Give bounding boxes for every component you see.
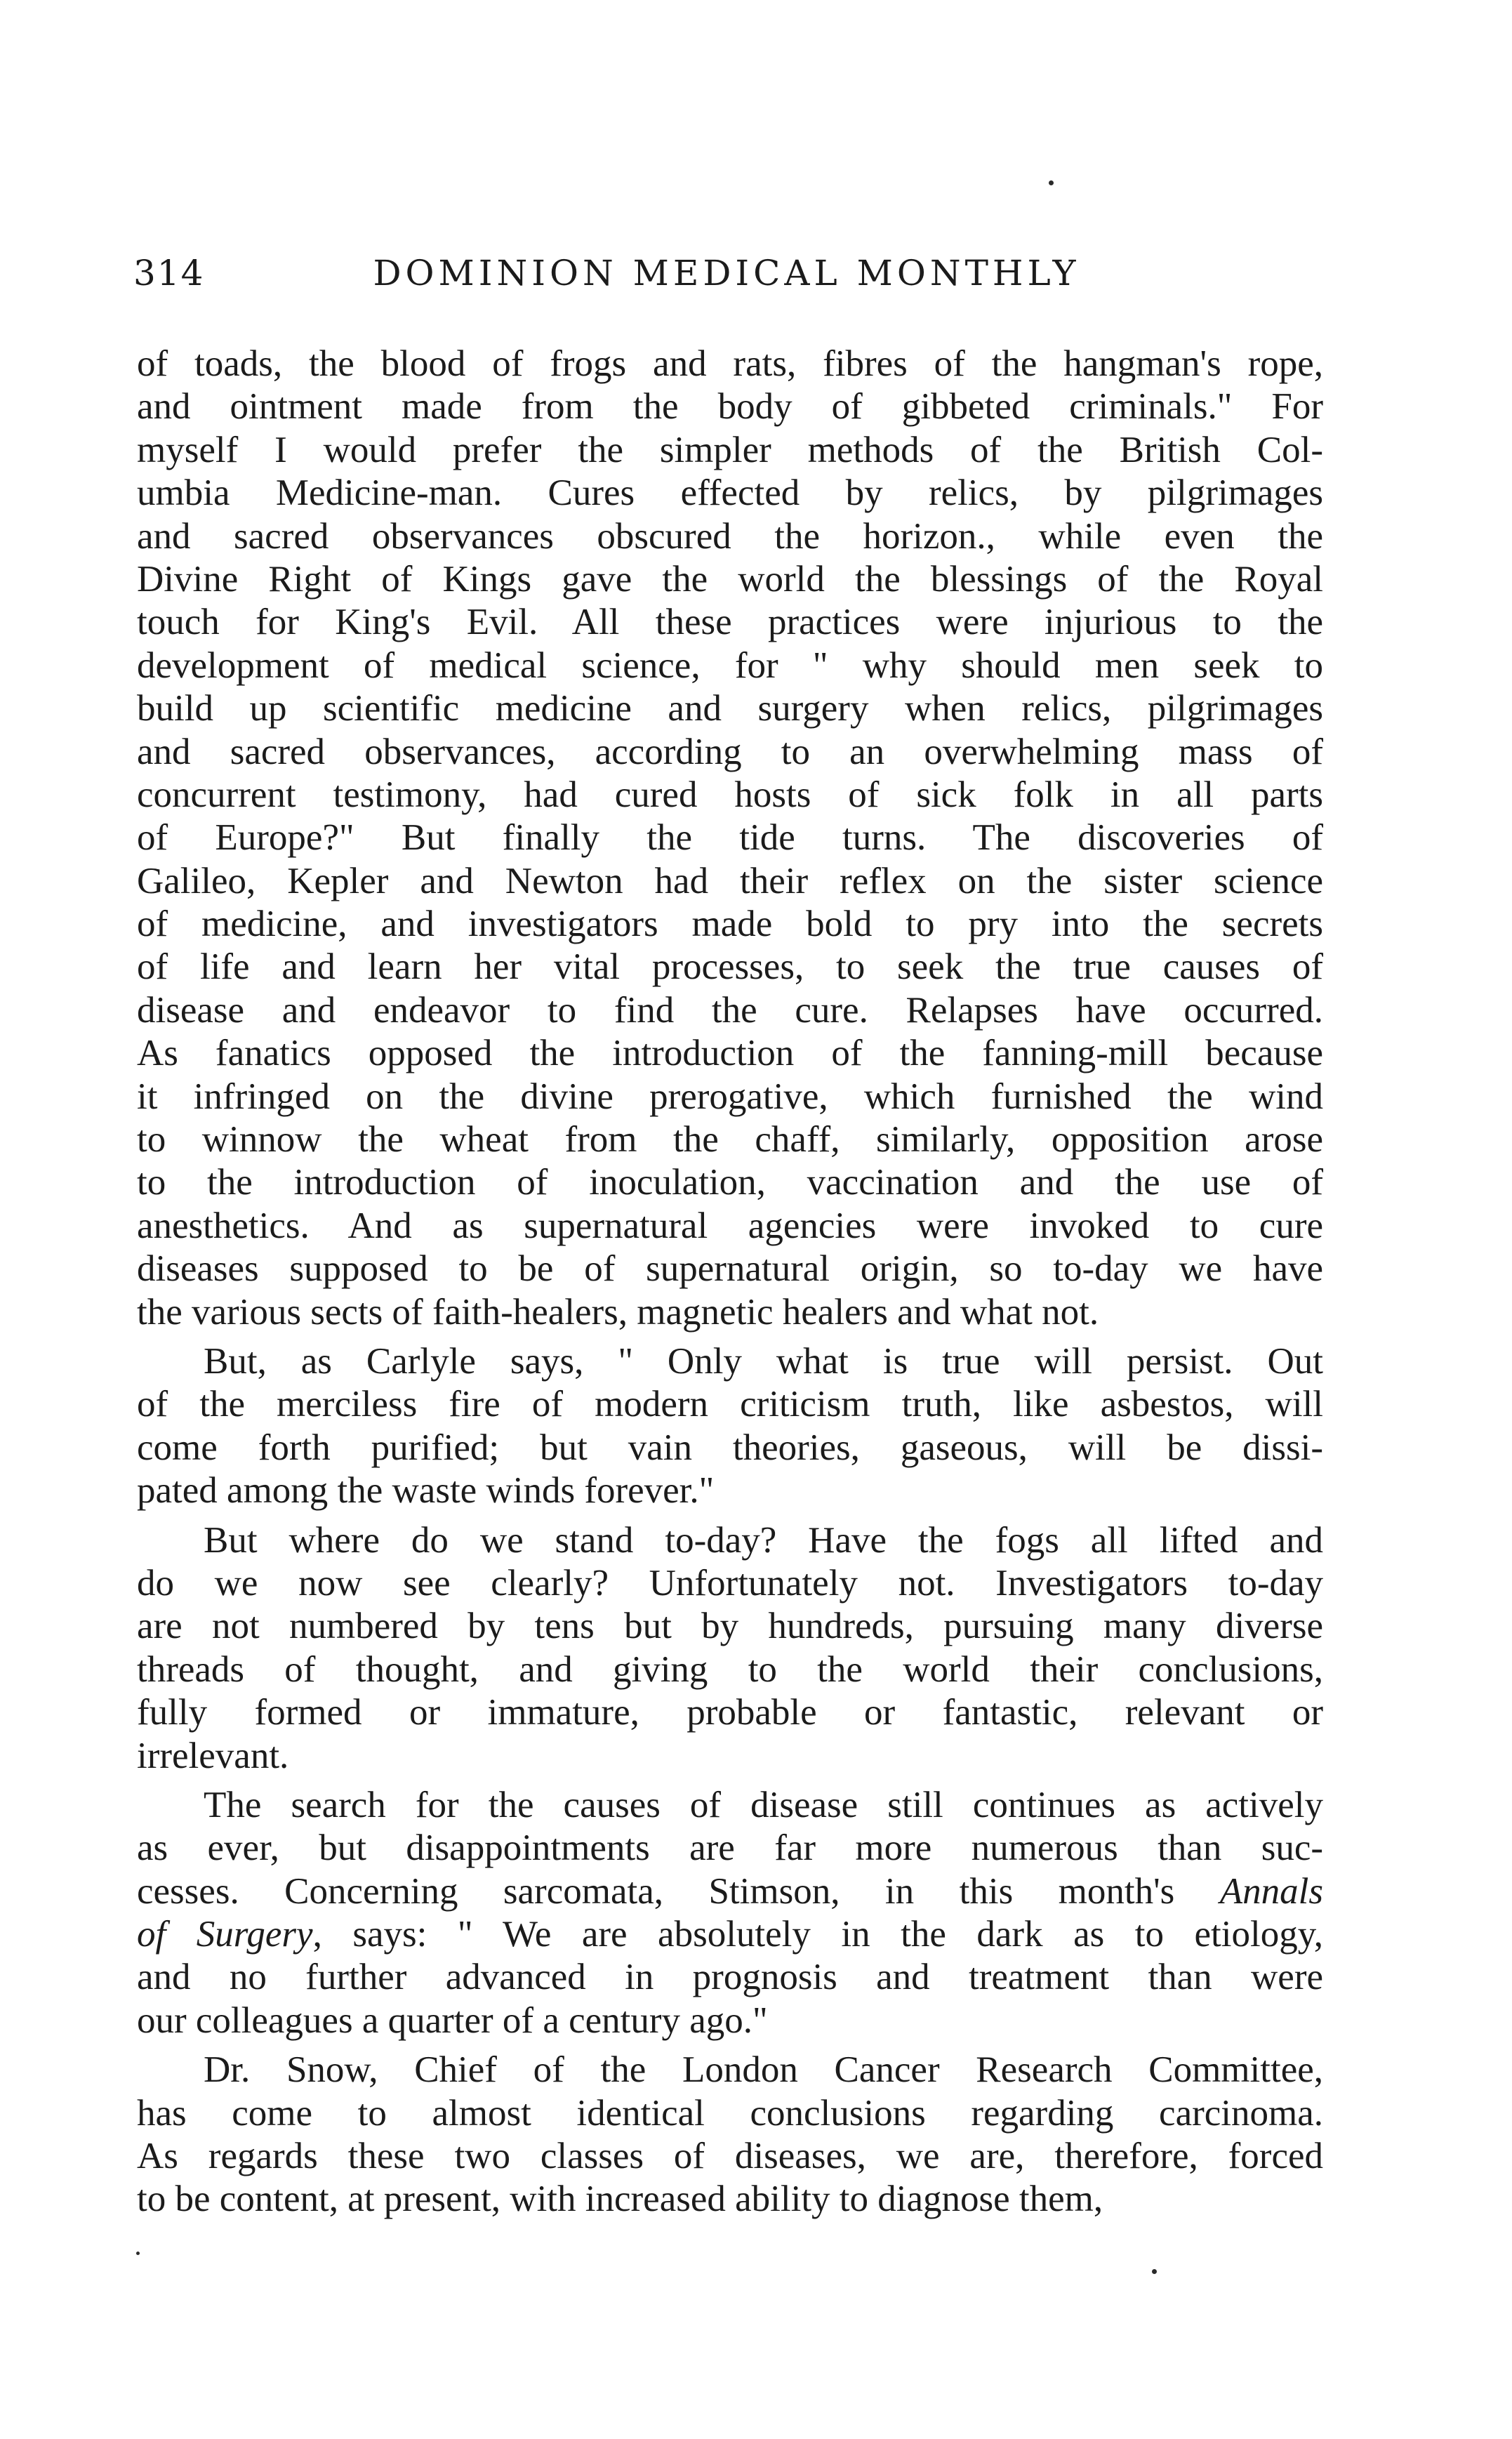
text-line: myself I would prefer the simpler methods of the British Col-: [137, 429, 1323, 470]
text-line: are not numbered by tens but by hundreds, pursuing many diverse: [137, 1606, 1323, 1647]
page-header: [133, 253, 1320, 316]
text-line: threads of thought, and giving to the world their conclusions,: [137, 1648, 1323, 1690]
text-line: concurrent testimony, had cured hosts of sick folk in all parts: [137, 774, 1323, 815]
text-line: cesses. Concerning sarcomata, Stimson, in this month's Annals: [137, 1870, 1323, 1912]
page-number: 314: [133, 253, 205, 293]
text-line: anesthetics. And as supernatural agencies were invoked to cure: [137, 1205, 1323, 1246]
text-line: As regards these two classes of diseases, we are, therefore, forced: [137, 2136, 1323, 2177]
body-text: [137, 343, 1323, 2221]
text-line: of the merciless fire of modern criticism truth, like asbestos, will: [137, 1384, 1323, 1425]
text-line: development of medical science, for " why should men seek to: [137, 645, 1323, 686]
text-line: build up scientific medicine and surgery when relics, pilgrimages: [137, 688, 1323, 729]
text-line: As fanatics opposed the introduction of the fanning-mill because: [137, 1033, 1323, 1074]
text-line: irrelevant.: [137, 1735, 289, 1776]
running-title: DOMINION MEDICAL MONTHLY: [373, 253, 1080, 293]
text-line: The search for the causes of disease still continues as actively: [204, 1784, 1323, 1825]
text-line: of medicine, and investigators made bold to pry into the secrets: [137, 904, 1323, 945]
text-line: to be content, at present, with increased ability to diagnose them,: [137, 2179, 1103, 2220]
ink-speck: [1049, 180, 1054, 185]
text-line: has come to almost identical conclusions regarding carcinoma.: [137, 2092, 1323, 2134]
paragraph: [137, 343, 1323, 1334]
text-line: to winnow the wheat from the chaff, similarly, opposition arose: [137, 1119, 1323, 1161]
text-line: of Surgery, says: " We are absolutely in the dark as to etiology,: [137, 1914, 1323, 1955]
paragraph: [137, 1340, 1323, 1513]
text-line: umbia Medicine-man. Cures effected by relics, by pilgrimages: [137, 472, 1323, 514]
paragraph: [137, 2049, 1323, 2221]
text-line: our colleagues a quarter of a century ago.": [137, 2000, 768, 2041]
text-line: touch for King's Evil. All these practices were injurious to the: [137, 602, 1323, 643]
text-line: But where do we stand to-day? Have the fogs all lifted and: [204, 1519, 1323, 1561]
text-line: and ointment made from the body of gibbeted criminals." For: [137, 386, 1323, 428]
text-line: as ever, but disappointments are far more numerous than suc-: [137, 1827, 1323, 1869]
text-line: disease and endeavor to find the cure. Relapses have occurred.: [137, 989, 1323, 1031]
text-line: come forth purified; but vain theories, gaseous, will be dissi-: [137, 1427, 1323, 1468]
text-line: and no further advanced in prognosis and treatment than were: [137, 1957, 1323, 1998]
text-line: Galileo, Kepler and Newton had their reflex on the sister science: [137, 860, 1323, 901]
text-line: of Europe?" But finally the tide turns. The discoveries of: [137, 817, 1323, 859]
text-line: to the introduction of inoculation, vaccination and the use of: [137, 1162, 1323, 1203]
text-line: But, as Carlyle says, " Only what is true will persist. Out: [204, 1340, 1323, 1382]
text-line: and sacred observances, according to an overwhelming mass of: [137, 731, 1323, 772]
ink-speck: [136, 2252, 140, 2255]
text-line: do we now see clearly? Unfortunately not. Investigators to-day: [137, 1562, 1323, 1604]
paragraph-gap: [137, 2042, 1323, 2049]
paragraph-gap: [137, 1334, 1323, 1340]
text-line: fully formed or immature, probable or fantastic, relevant or: [137, 1692, 1323, 1733]
text-line: Dr. Snow, Chief of the London Cancer Research Committee,: [204, 2049, 1323, 2091]
paragraph: [137, 1519, 1323, 1778]
paragraph: [137, 1784, 1323, 2042]
text-line: Divine Right of Kings gave the world the blessings of the Royal: [137, 558, 1323, 600]
ink-speck: [1152, 2269, 1157, 2274]
text-line: and sacred observances obscured the horizon., while even the: [137, 515, 1323, 557]
text-line: of toads, the blood of frogs and rats, fibres of the hangman's rope,: [137, 343, 1323, 384]
text-line: of life and learn her vital processes, to seek the true causes of: [137, 946, 1323, 988]
text-line: diseases supposed to be of supernatural origin, so to-day we have: [137, 1248, 1323, 1290]
text-line: pated among the waste winds forever.": [137, 1470, 715, 1512]
text-line: it infringed on the divine prerogative, which furnished the wind: [137, 1076, 1323, 1117]
text-line: the various sects of faith-healers, magnetic healers and what not.: [137, 1291, 1099, 1333]
paragraph-gap: [137, 1778, 1323, 1784]
paragraph-gap: [137, 1513, 1323, 1519]
